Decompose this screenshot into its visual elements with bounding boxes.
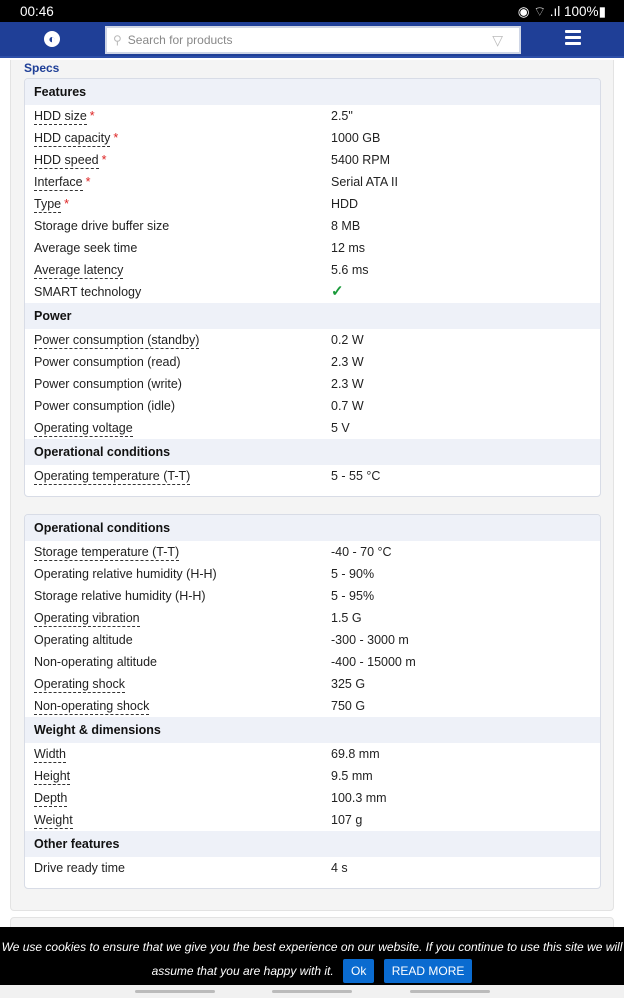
spec-value: 4 s xyxy=(331,861,348,875)
section-header: Weight & dimensions xyxy=(25,717,600,743)
section-title: Specs xyxy=(24,61,60,75)
spec-value: 5 - 90% xyxy=(331,567,375,581)
spec-label[interactable]: Height xyxy=(34,769,71,783)
spec-label[interactable]: HDD capacity xyxy=(34,131,111,145)
spec-value: 1000 GB xyxy=(331,131,381,145)
read-more-button[interactable]: READ MORE xyxy=(384,959,473,983)
spec-row xyxy=(25,281,600,303)
spec-row xyxy=(25,193,600,215)
required-asterisk: * xyxy=(101,153,107,167)
spec-value: -300 - 3000 m xyxy=(331,633,409,647)
spec-value: -400 - 15000 m xyxy=(331,655,416,669)
cookie-text: We use cookies to ensure that we give you the best experience on our website. If you continue to use this site we will assume that you are happy with it. xyxy=(1,940,623,978)
spec-row xyxy=(25,607,600,629)
spec-label[interactable]: Operating vibration xyxy=(34,611,140,625)
specs-panel-2 xyxy=(24,514,601,889)
spec-label[interactable]: Interface xyxy=(34,175,83,189)
spec-label: Storage relative humidity (H-H) xyxy=(34,589,206,603)
spec-label[interactable]: Depth xyxy=(34,791,68,805)
spec-value: 69.8 mm xyxy=(331,747,380,761)
spec-value: 5 - 95% xyxy=(331,589,375,603)
spec-value: -40 - 70 °C xyxy=(331,545,392,559)
spec-label: Power consumption (idle) xyxy=(34,399,176,413)
spec-value: 100.3 mm xyxy=(331,791,387,805)
spec-value: 0.7 W xyxy=(331,399,364,413)
spec-value: 12 ms xyxy=(331,241,366,255)
battery-level: ◉ ⌔ .ıl 100%▮ xyxy=(517,3,606,19)
spec-row xyxy=(25,787,600,809)
spec-value: 5.6 ms xyxy=(331,263,369,277)
spec-label[interactable]: Non-operating shock xyxy=(34,699,150,713)
spec-row xyxy=(25,765,600,787)
filter-icon[interactable]: ▽ xyxy=(492,31,503,48)
spec-row xyxy=(25,465,600,487)
spec-row xyxy=(25,743,600,765)
spec-value: 325 G xyxy=(331,677,366,691)
spec-value: 1.5 G xyxy=(331,611,362,625)
spec-label[interactable]: Storage temperature (T-T) xyxy=(34,545,180,559)
spec-row xyxy=(25,259,600,281)
section-header: Other features xyxy=(25,831,600,857)
globe-icon[interactable]: ◐ xyxy=(44,31,60,47)
spec-label[interactable]: Power consumption (standby) xyxy=(34,333,200,347)
spec-row xyxy=(25,651,600,673)
section-header: Operational conditions xyxy=(25,439,600,465)
spec-label[interactable]: Weight xyxy=(34,813,73,827)
spec-value: HDD xyxy=(331,197,359,211)
spec-row xyxy=(25,171,600,193)
section-header: Power xyxy=(25,303,600,329)
spec-label[interactable]: Operating shock xyxy=(34,677,126,691)
spec-row xyxy=(25,215,600,237)
spec-value: 8 MB xyxy=(331,219,361,233)
cookie-banner xyxy=(0,927,624,985)
spec-value: 107 g xyxy=(331,813,363,827)
spec-value: 2.3 W xyxy=(331,355,364,369)
spec-row xyxy=(25,149,600,171)
spec-row xyxy=(25,127,600,149)
search-input[interactable]: ⚲ Search for products ▽ xyxy=(105,26,521,54)
spec-label: SMART technology xyxy=(34,285,142,299)
spec-label[interactable]: HDD size xyxy=(34,109,87,123)
spec-label: Power consumption (write) xyxy=(34,377,182,391)
spec-label: Operating relative humidity (H-H) xyxy=(34,567,217,581)
spec-row xyxy=(25,585,600,607)
status-bar xyxy=(0,0,624,22)
spec-row xyxy=(25,629,600,651)
spec-label: Average seek time xyxy=(34,241,138,255)
spec-label[interactable]: Average latency xyxy=(34,263,124,277)
gesture-bar xyxy=(0,985,624,998)
spec-label: Operating altitude xyxy=(34,633,133,647)
spec-label[interactable]: Type xyxy=(34,197,62,211)
hamburger-menu-icon[interactable] xyxy=(565,30,581,48)
top-nav xyxy=(0,22,624,58)
required-asterisk: * xyxy=(113,131,119,145)
spec-value: 5 V xyxy=(331,421,350,435)
spec-value: 9.5 mm xyxy=(331,769,373,783)
clock: 00:46 xyxy=(20,3,54,19)
required-asterisk: * xyxy=(64,197,69,211)
spec-label[interactable]: Operating voltage xyxy=(34,421,133,435)
spec-label: Drive ready time xyxy=(34,861,125,875)
checkmark-icon: ✓ xyxy=(331,283,344,300)
spec-label[interactable]: HDD speed xyxy=(34,153,99,167)
spec-row xyxy=(25,237,600,259)
spec-row xyxy=(25,351,600,373)
section-header: Operational conditions xyxy=(25,515,600,541)
spec-value: 5400 RPM xyxy=(331,153,391,167)
spec-label[interactable]: Operating temperature (T-T) xyxy=(34,469,191,483)
spec-row xyxy=(25,809,600,831)
spec-row xyxy=(25,695,600,717)
spec-label: Power consumption (read) xyxy=(34,355,181,369)
required-asterisk: * xyxy=(89,109,95,123)
spec-label: Non-operating altitude xyxy=(34,655,157,669)
spec-value: Serial ATA II xyxy=(331,175,398,189)
spec-row xyxy=(25,417,600,439)
spec-label: Storage drive buffer size xyxy=(34,219,170,233)
spec-row xyxy=(25,395,600,417)
section-header: Features xyxy=(25,79,600,105)
spec-row xyxy=(25,541,600,563)
specs-panel-1 xyxy=(24,78,601,497)
ok-button[interactable]: Ok xyxy=(343,959,374,983)
search-icon: ⚲ xyxy=(113,33,122,47)
spec-label[interactable]: Width xyxy=(34,747,66,761)
spec-row xyxy=(25,563,600,585)
spec-value: 2.3 W xyxy=(331,377,364,391)
spec-value: 0.2 W xyxy=(331,333,364,347)
required-asterisk: * xyxy=(85,175,91,189)
spec-value: 750 G xyxy=(331,699,366,713)
spec-row xyxy=(25,105,600,127)
spec-row xyxy=(25,673,600,695)
spec-row xyxy=(25,373,600,395)
spec-row xyxy=(25,857,600,879)
spec-row xyxy=(25,329,600,351)
spec-value: 5 - 55 °C xyxy=(331,469,381,483)
spec-value: 2.5" xyxy=(331,109,353,123)
